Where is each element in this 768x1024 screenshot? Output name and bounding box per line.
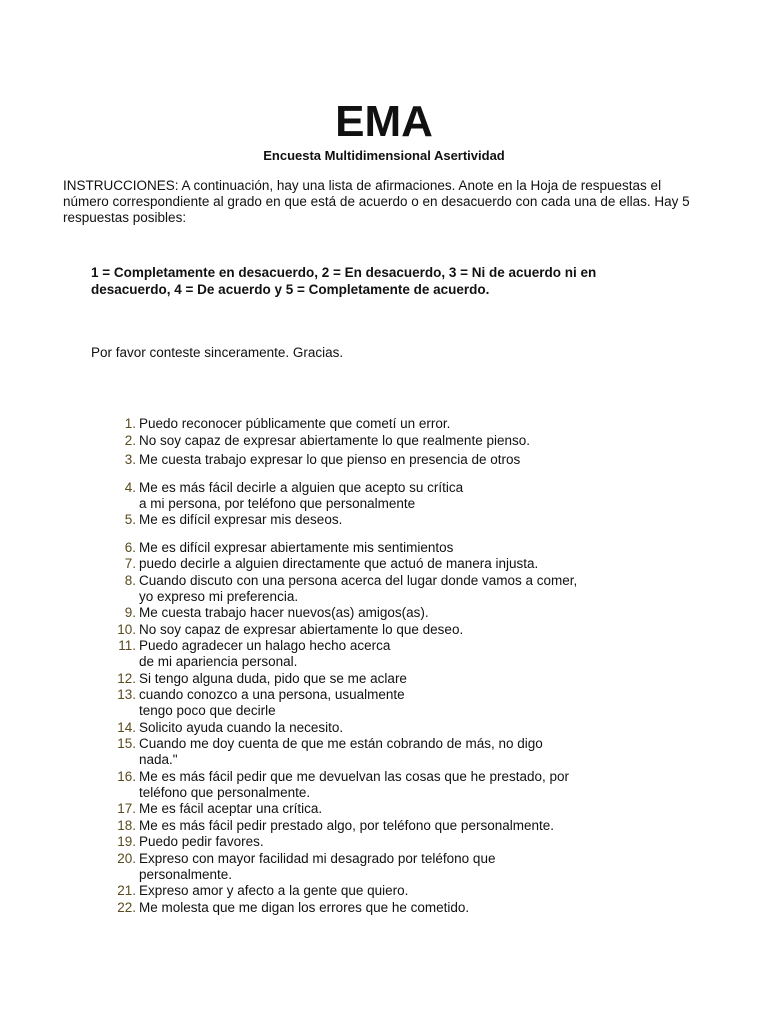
list-item bbox=[104, 556, 664, 572]
list-item-number: 7. bbox=[124, 556, 136, 571]
list-item-number: 14. bbox=[117, 720, 136, 735]
list-item-text: Me es difícil expresar abiertamente mis sentimientos bbox=[139, 540, 454, 555]
list-item bbox=[104, 818, 664, 834]
list-item bbox=[104, 480, 664, 512]
list-item bbox=[104, 883, 664, 899]
list-item-text: Expreso amor y afecto a la gente que quiero. bbox=[139, 883, 409, 898]
list-item-number: 20. bbox=[117, 851, 136, 866]
list-item-text: Cuando discuto con una persona acerca del lugar donde vamos a comer, yo expreso mi preferencia. bbox=[139, 573, 578, 604]
list-item-number: 12. bbox=[117, 671, 136, 686]
list-item-number: 1. bbox=[124, 416, 136, 431]
list-item-text: cuando conozco a una persona, usualmente tengo poco que decirle bbox=[139, 687, 405, 718]
list-item-number: 16. bbox=[117, 769, 136, 784]
list-item bbox=[104, 736, 664, 768]
list-item-text: Me es más fácil pedir que me devuelvan las cosas que he prestado, por teléfono que personalmente. bbox=[139, 769, 569, 800]
list-item-text: Me es más fácil pedir prestado algo, por teléfono que personalmente. bbox=[139, 818, 554, 833]
list-item bbox=[104, 573, 664, 605]
list-item-text: Me cuesta trabajo hacer nuevos(as) amigos(as). bbox=[139, 605, 429, 620]
list-item-number: 21. bbox=[117, 883, 136, 898]
list-item-text: No soy capaz de expresar abiertamente lo que realmente pienso. bbox=[139, 433, 530, 448]
list-item-text: Me es fácil aceptar una crítica. bbox=[139, 801, 323, 816]
list-item-text: Puedo reconocer públicamente que cometí un error. bbox=[139, 416, 451, 431]
list-item-text: Solicito ayuda cuando la necesito. bbox=[139, 720, 344, 735]
list-item-number: 10. bbox=[117, 622, 136, 637]
list-item-text: Puedo agradecer un halago hecho acerca de mi apariencia personal. bbox=[139, 638, 391, 669]
list-item-number: 22. bbox=[117, 900, 136, 915]
document-title: EMA bbox=[335, 97, 433, 146]
list-item-number: 2. bbox=[124, 433, 136, 448]
list-item-number: 6. bbox=[124, 540, 136, 555]
instructions-paragraph: INSTRUCCIONES: A continuación, hay una lista de afirmaciones. Anote en la Hoja de respuestas el número correspondiente al grado en que está de acuerdo o en desacuerdo con cada una de ellas. Hay 5 respuestas posibles: bbox=[63, 178, 690, 225]
list-item-number: 13. bbox=[117, 687, 136, 702]
list-item bbox=[104, 769, 664, 801]
list-item bbox=[104, 851, 664, 883]
list-item-text: Me cuesta trabajo expresar lo que pienso en presencia de otros bbox=[139, 452, 521, 467]
list-item bbox=[104, 687, 664, 719]
list-item-number: 9. bbox=[124, 605, 136, 620]
list-item-number: 18. bbox=[117, 818, 136, 833]
list-item bbox=[104, 433, 664, 449]
list-item-text: puedo decirle a alguien directamente que actuó de manera injusta. bbox=[139, 556, 539, 571]
list-item bbox=[104, 671, 664, 687]
list-item-text: Cuando me doy cuenta de que me están cobrando de más, no digo nada." bbox=[139, 736, 543, 767]
list-item bbox=[104, 834, 664, 850]
list-item bbox=[104, 605, 664, 621]
closing-note: Por favor conteste sinceramente. Gracias. bbox=[91, 345, 344, 360]
list-item-number: 15. bbox=[117, 736, 136, 751]
list-item-text: Me es difícil expresar mis deseos. bbox=[139, 512, 343, 527]
list-item-number: 11. bbox=[118, 638, 136, 653]
list-item bbox=[104, 801, 664, 817]
list-item bbox=[104, 452, 664, 468]
list-item bbox=[104, 416, 664, 432]
list-item bbox=[104, 720, 664, 736]
document-subtitle: Encuesta Multidimensional Asertividad bbox=[263, 148, 505, 163]
list-item-text: Si tengo alguna duda, pido que se me aclare bbox=[139, 671, 407, 686]
list-item bbox=[104, 512, 664, 528]
list-item-text: Me es más fácil decirle a alguien que acepto su crítica a mi persona, por teléfono que personalmente bbox=[139, 480, 464, 511]
list-item-text: Me molesta que me digan los errores que he cometido. bbox=[139, 900, 470, 915]
list-item-text: Expreso con mayor facilidad mi desagrado por teléfono que personalmente. bbox=[139, 851, 496, 882]
response-scale: 1 = Completamente en desacuerdo, 2 = En desacuerdo, 3 = Ni de acuerdo ni en desacuerdo, 4 = De acuerdo y 5 = Completamente de acuerdo. bbox=[91, 265, 597, 297]
list-item-number: 3. bbox=[124, 452, 136, 467]
list-item bbox=[104, 900, 664, 916]
list-item-text: Puedo pedir favores. bbox=[139, 834, 264, 849]
list-item-number: 4. bbox=[124, 480, 136, 495]
list-item-number: 5. bbox=[124, 512, 136, 527]
list-item bbox=[104, 622, 664, 638]
list-item-number: 17. bbox=[117, 801, 136, 816]
list-item bbox=[104, 540, 664, 556]
list-item-number: 8. bbox=[124, 573, 136, 588]
list-item bbox=[104, 638, 664, 670]
list-item-text: No soy capaz de expresar abiertamente lo que deseo. bbox=[139, 622, 464, 637]
list-item-number: 19. bbox=[117, 834, 136, 849]
